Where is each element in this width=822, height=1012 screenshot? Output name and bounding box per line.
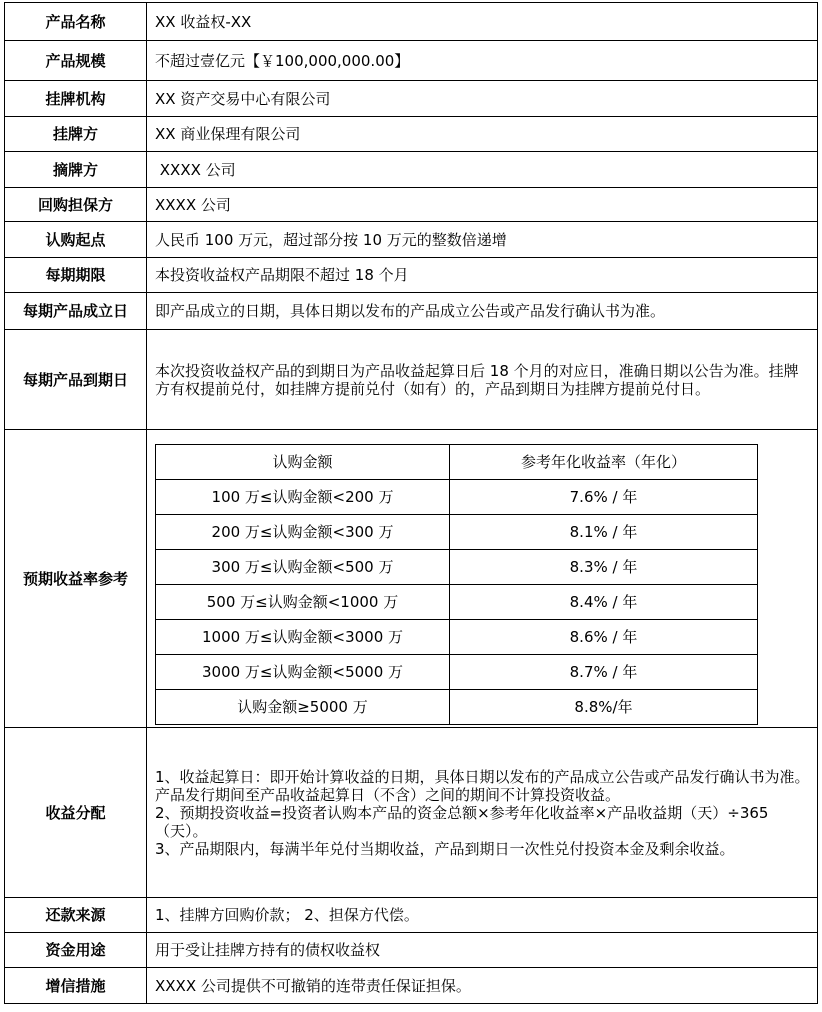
table-row bbox=[156, 655, 758, 690]
table-row bbox=[5, 258, 818, 293]
income-paragraph-1: 1、收益起算日：即开始计算收益的日期，具体日期以发布的产品成立公告或产品发行确认书为准。产品发行期间至产品收益起算日（不含）之间的期间不计算投资收益。 bbox=[155, 767, 810, 804]
yield-amount-cell: 200 万≤认购金额<300 万 bbox=[156, 515, 450, 550]
yield-header-amount: 认购金额 bbox=[156, 445, 450, 480]
table-row bbox=[156, 690, 758, 725]
row-value-subscription-minimum: 人民币 100 万元，超过部分按 10 万元的整数倍递增 bbox=[147, 222, 818, 258]
table-row bbox=[5, 330, 818, 430]
table-row bbox=[5, 430, 818, 728]
row-value-repayment-source: 1、挂牌方回购价款； 2、担保方代偿。 bbox=[147, 898, 818, 933]
table-row bbox=[5, 293, 818, 330]
table-row bbox=[5, 898, 818, 933]
row-label-term: 每期期限 bbox=[5, 258, 147, 293]
yield-rate-cell: 8.8%/年 bbox=[450, 690, 758, 725]
yield-header-row bbox=[156, 445, 758, 480]
row-label-lister: 挂牌方 bbox=[5, 117, 147, 152]
row-label-expected-yield: 预期收益率参考 bbox=[5, 430, 147, 728]
row-value-term: 本投资收益权产品期限不超过 18 个月 bbox=[147, 258, 818, 293]
row-label-product-scale: 产品规模 bbox=[5, 41, 147, 81]
row-label-listing-agency: 挂牌机构 bbox=[5, 81, 147, 117]
row-value-lister: XX 商业保理有限公司 bbox=[147, 117, 818, 152]
row-value-income-distribution bbox=[147, 728, 818, 898]
table-row bbox=[5, 3, 818, 41]
row-label-delister: 摘牌方 bbox=[5, 152, 147, 188]
table-row bbox=[156, 620, 758, 655]
row-value-listing-agency: XX 资产交易中心有限公司 bbox=[147, 81, 818, 117]
row-value-product-scale: 不超过壹亿元【￥100,000,000.00】 bbox=[147, 41, 818, 81]
row-value-expected-yield bbox=[147, 430, 818, 728]
row-value-maturity-date: 本次投资收益权产品的到期日为产品收益起算日后 18 个月的对应日，准确日期以公告为准。挂牌方有权提前兑付，如挂牌方提前兑付（如有）的，产品到期日为挂牌方提前兑付日。 bbox=[147, 330, 818, 430]
table-row bbox=[5, 222, 818, 258]
table-row bbox=[5, 152, 818, 188]
table-row bbox=[5, 968, 818, 1004]
yield-rate-cell: 8.3% / 年 bbox=[450, 550, 758, 585]
table-row bbox=[5, 933, 818, 968]
table-row bbox=[156, 480, 758, 515]
table-row bbox=[5, 188, 818, 222]
row-label-establishment-date: 每期产品成立日 bbox=[5, 293, 147, 330]
row-value-establishment-date: 即产品成立的日期，具体日期以发布的产品成立公告或产品发行确认书为准。 bbox=[147, 293, 818, 330]
row-label-repurchase-guarantor: 回购担保方 bbox=[5, 188, 147, 222]
row-label-repayment-source: 还款来源 bbox=[5, 898, 147, 933]
row-value-product-name: XX 收益权-XX bbox=[147, 3, 818, 41]
row-label-income-distribution: 收益分配 bbox=[5, 728, 147, 898]
yield-amount-cell: 1000 万≤认购金额<3000 万 bbox=[156, 620, 450, 655]
yield-rate-cell: 8.1% / 年 bbox=[450, 515, 758, 550]
table-row bbox=[5, 728, 818, 898]
row-label-subscription-minimum: 认购起点 bbox=[5, 222, 147, 258]
yield-amount-cell: 300 万≤认购金额<500 万 bbox=[156, 550, 450, 585]
income-paragraph-3: 3、产品期限内，每满半年兑付当期收益，产品到期日一次性兑付投资本金及剩余收益。 bbox=[155, 839, 735, 858]
row-value-credit-enhancement: XXXX 公司提供不可撤销的连带责任保证担保。 bbox=[147, 968, 818, 1004]
yield-amount-cell: 认购金额≥5000 万 bbox=[156, 690, 450, 725]
row-value-delister: XXXX 公司 bbox=[147, 152, 818, 188]
yield-rate-cell: 8.7% / 年 bbox=[450, 655, 758, 690]
table-row bbox=[156, 550, 758, 585]
row-label-maturity-date: 每期产品到期日 bbox=[5, 330, 147, 430]
row-label-product-name: 产品名称 bbox=[5, 3, 147, 41]
product-info-table bbox=[4, 2, 818, 1004]
table-row bbox=[5, 81, 818, 117]
yield-rate-cell: 8.4% / 年 bbox=[450, 585, 758, 620]
yield-rate-cell: 8.6% / 年 bbox=[450, 620, 758, 655]
table-row bbox=[5, 117, 818, 152]
table-row bbox=[156, 585, 758, 620]
yield-rate-table bbox=[155, 444, 758, 725]
yield-amount-cell: 500 万≤认购金额<1000 万 bbox=[156, 585, 450, 620]
income-paragraph-2: 2、预期投资收益=投资者认购本产品的资金总额×参考年化收益率×产品收益期（天）÷365（天）。 bbox=[155, 803, 769, 840]
row-value-repurchase-guarantor: XXXX 公司 bbox=[147, 188, 818, 222]
row-label-credit-enhancement: 增信措施 bbox=[5, 968, 147, 1004]
yield-rate-cell: 7.6% / 年 bbox=[450, 480, 758, 515]
row-value-use-of-funds: 用于受让挂牌方持有的债权收益权 bbox=[147, 933, 818, 968]
row-label-use-of-funds: 资金用途 bbox=[5, 933, 147, 968]
yield-amount-cell: 3000 万≤认购金额<5000 万 bbox=[156, 655, 450, 690]
table-row bbox=[156, 515, 758, 550]
yield-amount-cell: 100 万≤认购金额<200 万 bbox=[156, 480, 450, 515]
yield-header-rate: 参考年化收益率（年化） bbox=[450, 445, 758, 480]
table-row bbox=[5, 41, 818, 81]
